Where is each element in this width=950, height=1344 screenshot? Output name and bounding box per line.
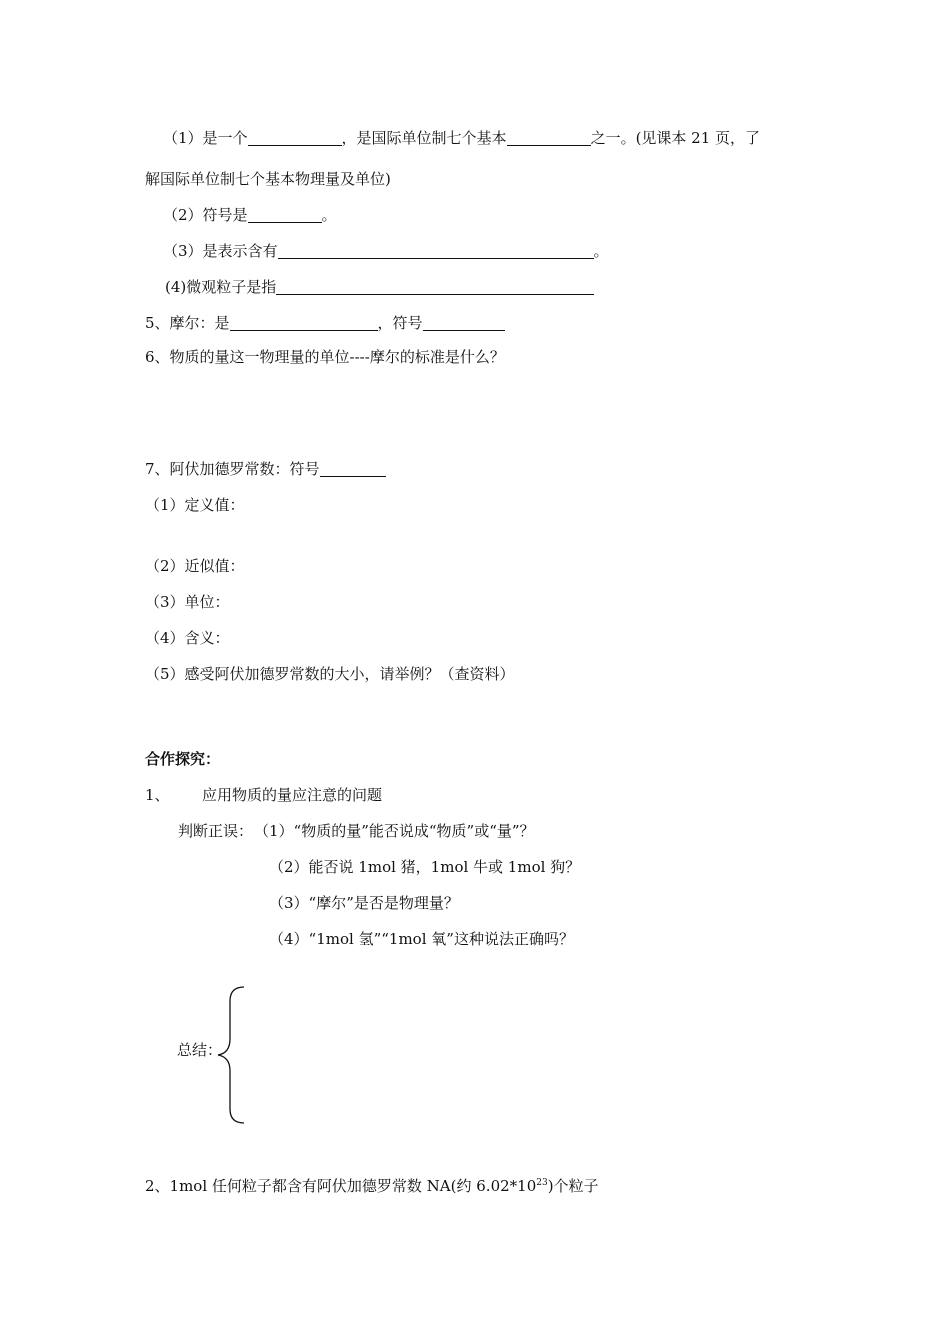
judge-item-1: （1）“物质的量”能否说成“物质”或“量”？ [254, 822, 535, 840]
section7-item-1: （1）定义值： [145, 496, 245, 514]
summary-label: 总结： [177, 1041, 223, 1059]
section5-blank-2[interactable] [423, 314, 505, 331]
cooperation-heading: 合作探究： [145, 750, 221, 768]
section7-item-2: （2）近似值： [145, 557, 245, 575]
item1-continuation: 解国际单位制七个基本物理量及单位) [145, 170, 391, 188]
item1-suffix: 之一。(见课本 21 页，了 [590, 129, 761, 147]
section7-blank[interactable] [320, 460, 386, 477]
judge-item-4: （4）“1mol 氢”“1mol 氧”这种说法正确吗？ [269, 930, 574, 948]
section7-item-4: （4）含义： [145, 629, 230, 647]
item2-blank[interactable] [248, 206, 322, 223]
section7-title: 7、阿伏加德罗常数：符号 [145, 460, 320, 478]
section7-item-5: （5）感受阿伏加德罗常数的大小，请举例？（查资料） [145, 665, 515, 683]
section6-question: 6、物质的量这一物理量的单位----摩尔的标准是什么？ [145, 348, 505, 366]
item1-blank-2[interactable] [507, 129, 591, 146]
item3-line [163, 241, 609, 261]
item1-blank-1[interactable] [248, 129, 342, 146]
judge-item-3: （3）“摩尔”是否是物理量？ [269, 894, 459, 912]
q2-prefix: 2、1mol 任何粒子都含有阿伏加德罗常数 NA(约 6.02*10 [145, 1177, 537, 1195]
q1-text: 应用物质的量应注意的问题 [202, 786, 383, 804]
item2-label: （2）符号是 [163, 206, 248, 224]
judge-label: 判断正误： [178, 822, 254, 840]
section5-mid: ，符号 [377, 314, 423, 332]
item1-prefix: （1）是一个 [163, 129, 248, 147]
section5-line [145, 313, 505, 333]
judge-item-2: （2）能否说 1mol 猪，1mol 牛或 1mol 狗？ [269, 858, 581, 876]
item4-label: (4)微观粒子是指 [165, 278, 277, 296]
q1-number: 1、 [145, 786, 170, 804]
section5-blank-1[interactable] [230, 314, 378, 331]
item3-blank[interactable] [278, 242, 594, 259]
item4-blank[interactable] [276, 278, 594, 295]
item2-line [163, 205, 337, 225]
item3-end: 。 [593, 242, 609, 260]
brace-icon [216, 985, 248, 1125]
item3-label: （3）是表示含有 [163, 242, 278, 260]
q2-exponent: 23 [536, 1178, 548, 1188]
item4-line [165, 277, 594, 297]
section7-title-line [145, 459, 386, 479]
item1-mid: ，是国际单位制七个基本 [341, 129, 507, 147]
item1-line [163, 128, 760, 148]
item2-end: 。 [321, 206, 337, 224]
section5-prefix: 5、摩尔：是 [145, 314, 230, 332]
q2-line [145, 1176, 599, 1196]
section7-item-3: （3）单位： [145, 593, 230, 611]
q2-suffix: )个粒子 [547, 1177, 599, 1195]
